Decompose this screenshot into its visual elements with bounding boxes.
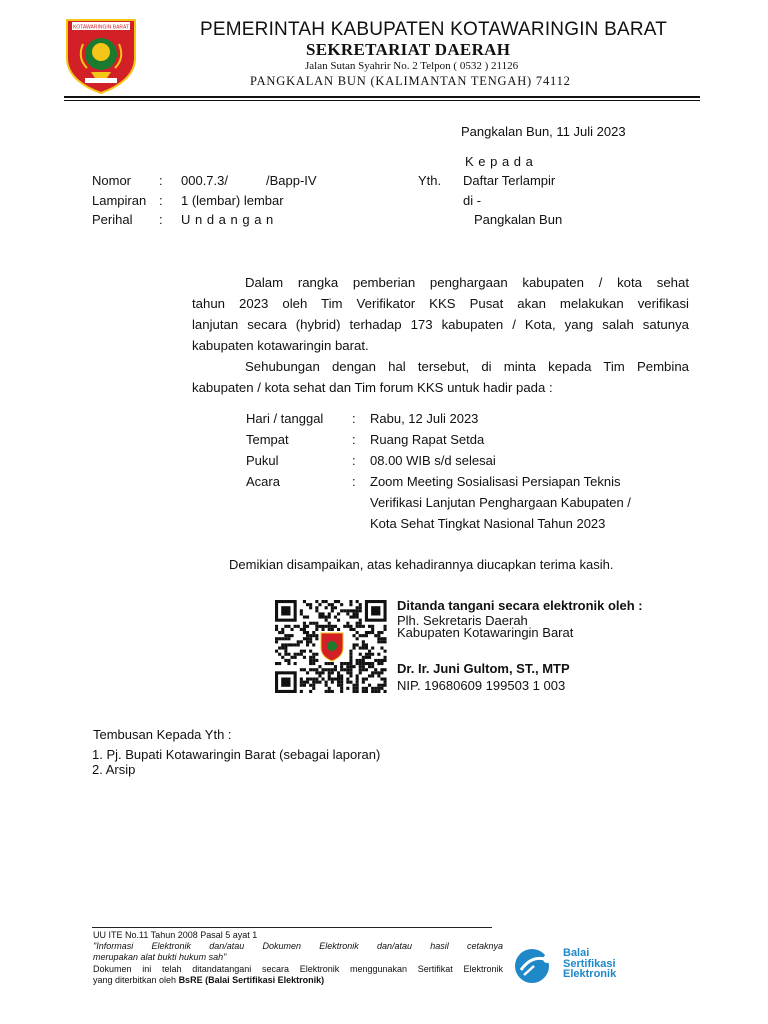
letterhead-office: SEKRETARIAT DAERAH: [306, 40, 511, 59]
footer-note-1: Dokumen ini telah ditandatangani secara Elektronik menggunakan Sertifikat Elektronik: [93, 964, 503, 974]
recipient-name: Daftar Terlampir: [463, 173, 556, 188]
footer-note-2: [93, 975, 324, 987]
footer-divider: [92, 927, 492, 928]
meta-nomor-colon: :: [159, 173, 163, 188]
letterhead-government: PEMERINTAH KABUPATEN KOTAWARINGIN BARAT: [200, 19, 668, 40]
signature-position-1: Plh. Sekretaris Daerah: [397, 613, 528, 628]
meta-lampiran-value: 1 (lembar) lembar: [181, 193, 284, 208]
recipient-place: Pangkalan Bun: [474, 212, 563, 227]
regency-seal-logo: [63, 14, 139, 94]
footer-note-2-prefix: yang diterbitkan oleh: [93, 975, 179, 985]
bsre-line-3: Elektronik: [563, 968, 617, 980]
schedule-time-value: 08.00 WIB s/d selesai: [370, 453, 496, 468]
bsre-logo: [512, 944, 560, 984]
meta-perihal-value: U n d a n g a n: [181, 212, 274, 227]
letterhead-rule-thick: [64, 96, 700, 98]
meta-lampiran-colon: :: [159, 193, 163, 208]
paragraph-line: Dalam rangka pemberian penghargaan kabupaten / kota sehat: [245, 275, 689, 290]
meta-perihal-colon: :: [159, 212, 163, 227]
paragraph-line: lanjutan secara (hybrid) terhadap 173 kabupaten / Kota, yang salah satunya: [192, 317, 689, 332]
footer-law: UU ITE No.11 Tahun 2008 Pasal 5 ayat 1: [93, 930, 258, 940]
letterhead-rule-thin: [64, 100, 700, 101]
schedule-place-colon: :: [352, 432, 356, 447]
tembusan-item-2: 2. Arsip: [92, 762, 136, 777]
signature-name: Dr. Ir. Juni Gultom, ST., MTP: [397, 661, 570, 676]
meta-perihal-label: Perihal: [92, 212, 133, 227]
bsre-logo-text: [563, 948, 616, 980]
signature-position-2: Kabupaten Kotawaringin Barat: [397, 625, 574, 640]
body-paragraph-1: [192, 272, 689, 356]
letter-date: Pangkalan Bun, 11 Juli 2023: [461, 124, 626, 139]
paragraph-line: tahun 2023 oleh Tim Verifikator KKS Pusat akan melakukan verifikasi: [192, 296, 689, 311]
schedule-event-value: Zoom Meeting Sosialisasi Persiapan Teknis: [370, 474, 621, 489]
schedule-day-colon: :: [352, 411, 356, 426]
recipient-kepada: K e p a d a: [465, 154, 534, 169]
schedule-place-value: Ruang Rapat Setda: [370, 432, 485, 447]
schedule-event-cont-2: Kota Sehat Tingkat Nasional Tahun 2023: [370, 516, 606, 531]
letterhead-address: Jalan Sutan Syahrir No. 2 Telpon ( 0532 ) 21126: [305, 60, 519, 72]
recipient-di: di -: [463, 193, 482, 208]
schedule-place-label: Tempat: [246, 432, 289, 447]
seal-text: KOTAWARINGIN BARAT: [72, 24, 130, 31]
schedule-time-colon: :: [352, 453, 356, 468]
bsre-emblem-icon: [512, 944, 560, 984]
paragraph-line: kabupaten kotawaringin barat.: [192, 338, 369, 353]
bsre-line-1: Balai: [563, 947, 590, 959]
footer-note-2-bold: BsRE (Balai Sertifikasi Elektronik): [178, 975, 325, 985]
paragraph-line: Sehubungan dengan hal tersebut, di minta kepada Tim Pembina: [245, 359, 689, 374]
schedule-time-label: Pukul: [246, 453, 279, 468]
meta-nomor-suffix: /Bapp-IV: [266, 173, 317, 188]
tembusan-item-1: 1. Pj. Bupati Kotawaringin Barat (sebagai laporan): [92, 747, 381, 762]
meta-nomor-value: 000.7.3/: [181, 173, 228, 188]
schedule-event-colon: :: [352, 474, 356, 489]
schedule-day-label: Hari / tanggal: [246, 411, 324, 426]
meta-nomor-label: Nomor: [92, 173, 132, 188]
tembusan-heading: Tembusan Kepada Yth :: [93, 727, 232, 742]
meta-lampiran-label: Lampiran: [92, 193, 147, 208]
signature-heading: Ditanda tangani secara elektronik oleh :: [397, 598, 643, 613]
body-paragraph-2: [192, 356, 689, 398]
bsre-line-2: Sertifikasi: [563, 957, 616, 970]
signature-nip: NIP. 19680609 199503 1 003: [397, 678, 566, 693]
recipient-yth: Yth.: [418, 173, 442, 188]
footer-italic-1: "Informasi Elektronik dan/atau Dokumen Elektronik dan/atau hasil cetaknya: [93, 941, 503, 951]
schedule-day-value: Rabu, 12 Juli 2023: [370, 411, 479, 426]
paragraph-line: kabupaten / kota sehat dan Tim forum KKS untuk hadir pada :: [192, 380, 553, 395]
footer-italic-2: merupakan alat bukti hukum sah": [93, 952, 227, 962]
signature-qr-code: [275, 600, 389, 693]
closing-sentence: Demikian disampaikan, atas kehadirannya diucapkan terima kasih.: [229, 557, 614, 572]
letterhead-city: PANGKALAN BUN (KALIMANTAN TENGAH) 74112: [250, 74, 571, 88]
schedule-event-cont-1: Verifikasi Lanjutan Penghargaan Kabupaten /: [370, 495, 631, 510]
schedule-event-label: Acara: [246, 474, 280, 489]
